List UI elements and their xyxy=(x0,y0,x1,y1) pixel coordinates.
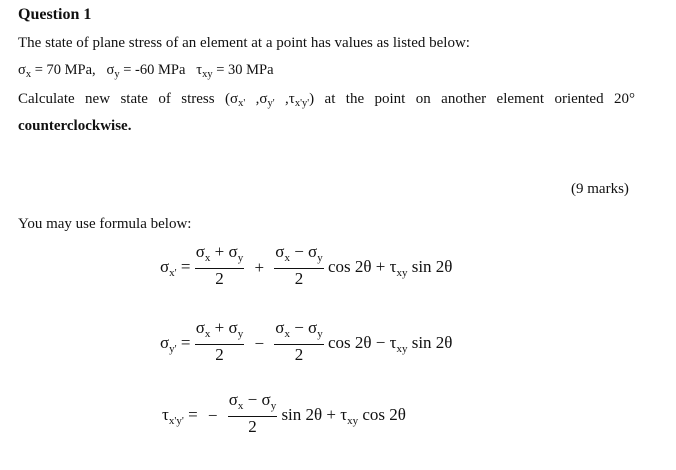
stress-values xyxy=(18,62,274,80)
tau-xy-value: $\tau_{xy} = 30$ MPa xyxy=(196,62,274,80)
fraction-sum: $\frac{\sigma_x + \sigma_y}{2}$ xyxy=(195,242,244,288)
formula-sigma-x-prime: $\sigma_{x'}$ = $\frac{\sigma_x + \sigma_y}{2}$ + $\frac{\sigma_x - \sigma_y}{2}$ $\cos 2\theta + \tau_{xy}$ sin 2θ xyxy=(160,242,453,288)
formula-lhs: $\tau_{x'y'}$ = xyxy=(162,404,198,427)
formula-lhs: $\sigma_{y'}$ = xyxy=(160,332,191,355)
marks-label: (9 marks) xyxy=(571,181,629,197)
sigma-y-value: $\sigma_y = -60$ MPa xyxy=(106,62,186,80)
sigma-x-value: $\sigma_x = 70$ MPa, xyxy=(18,62,96,80)
fraction-diff: $\frac{\sigma_x - \sigma_y}{2}$ xyxy=(275,242,323,288)
fraction-diff: $\frac{\sigma_x - \sigma_y}{2}$ xyxy=(228,390,277,436)
trig-terms: $\cos 2\theta + \tau_{xy}$ sin 2θ xyxy=(327,256,453,279)
formula-intro: You may use formula below: xyxy=(18,216,192,232)
question-title: Question 1 xyxy=(18,6,92,23)
fraction-diff: $\frac{\sigma_x - \sigma_y}{2}$ xyxy=(275,318,323,364)
question-intro: The state of plane stress of an element at a point has values as listed below: xyxy=(18,35,470,51)
instruction-line-2: counterclockwise. xyxy=(18,118,132,134)
fraction-sum: $\frac{\sigma_x + \sigma_y}{2}$ xyxy=(195,318,244,364)
formula-tau-xy-prime: $\tau_{x'y'}$ = − $\frac{\sigma_x - \sigma_y}{2}$ $\sin 2\theta + \tau_{xy}$ cos 2θ xyxy=(162,390,406,436)
formula-sigma-y-prime: $\sigma_{y'}$ = $\frac{\sigma_x + \sigma_y}{2}$ − $\frac{\sigma_x - \sigma_y}{2}$ $\cos 2\theta - \tau_{xy}$ sin 2θ xyxy=(160,318,453,364)
instruction-line-1: Calculate new state of stress ($\sigma_{x'}$ $,\sigma_{y'}$ $,\tau_{x'y'}$) at the point on another element oriented 20° xyxy=(18,91,636,109)
formula-lhs: $\sigma_{x'}$ = xyxy=(160,256,191,279)
trig-terms: $\cos 2\theta - \tau_{xy}$ sin 2θ xyxy=(327,332,453,355)
trig-terms: $\sin 2\theta + \tau_{xy}$ cos 2θ xyxy=(281,404,406,427)
